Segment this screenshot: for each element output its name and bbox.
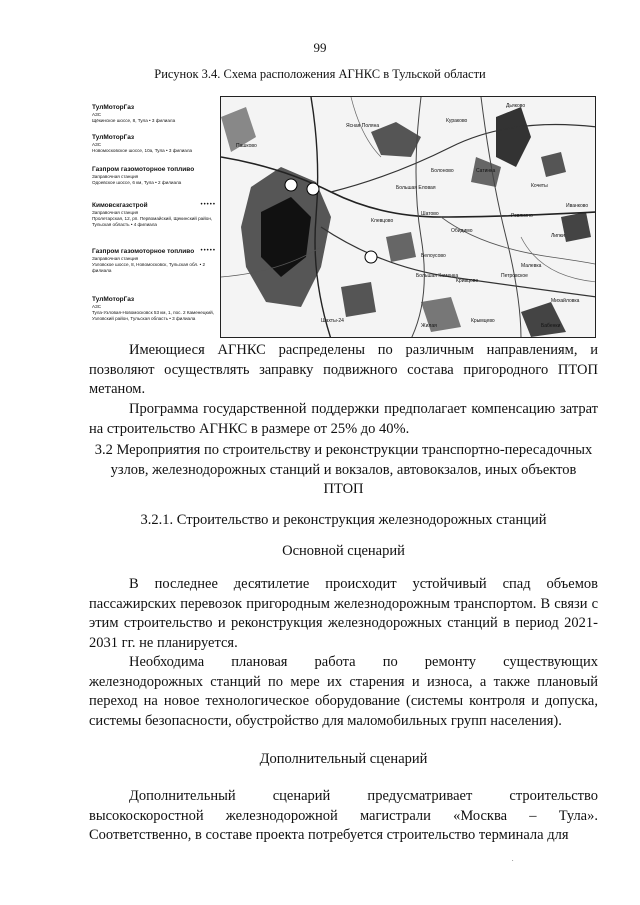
legend-entry: [92, 134, 220, 154]
map-legend: [92, 96, 220, 338]
legend-company: Газпром газомоторное топливо: [92, 166, 195, 173]
map-label: Кураково: [446, 118, 468, 124]
map-label: Липки: [551, 233, 565, 239]
legend-entry: [92, 296, 220, 322]
legend-type: АЗС: [92, 304, 102, 309]
legend-entry: [92, 202, 220, 228]
map-label: Шахты-24: [321, 318, 344, 324]
legend-entry: [92, 166, 220, 186]
map: [220, 96, 596, 338]
paragraph: Имеющиеся АГНКС распределены по различным направлениям, и позволяют осуществлять заправку подвижного состава пригородного ПТОП метаном.: [89, 342, 598, 397]
rating-dots: •••••: [200, 248, 216, 254]
map-label: Жилая: [421, 323, 437, 329]
map-label: Петровское: [501, 273, 528, 279]
legend-address: Одоевское шоссе, 6 км, Тула • 2 филиала: [92, 180, 182, 185]
legend-entry: [92, 248, 220, 274]
map-label: Большая Еловая: [396, 185, 436, 191]
legend-type: Заправочная станция: [92, 174, 139, 179]
scenario-heading: Основной сценарий: [282, 543, 405, 559]
map-label: Бабенки: [541, 323, 561, 329]
legend-address: Пролетарская, 12, рп. Первомайский, Щекинский район, Тульская область • 4 филиала: [92, 216, 213, 227]
map-label: Кочеты: [531, 183, 548, 189]
map-label: Клевцово: [371, 218, 394, 224]
map-label: Малевка: [521, 263, 542, 269]
map-label: Пашково: [236, 143, 257, 149]
map-label: Дьяково: [506, 103, 526, 109]
map-label: Кривцово: [456, 278, 479, 284]
legend-address: Щёкинское шоссе, 8, Тула • 3 филиала: [92, 118, 176, 123]
legend-type: Заправочная станция: [92, 256, 139, 261]
paragraph: Необходима плановая работа по ремонту существующих железнодорожных станций по мере их старения и износа, а также плановый переход на новое технологическое оборудование (системы контроля и допуска, системы безопасности, обустройство для маломобильных групп населения).: [89, 654, 598, 729]
legend-address: Новомосковское шоссе, 10а, Тула • 3 филиала: [92, 148, 193, 153]
legend-company: Газпром газомоторное топливо: [92, 248, 195, 255]
map-label: Большая Каменка: [416, 273, 459, 279]
map-label: Ясная Поляна: [346, 123, 380, 129]
scenario-heading: Дополнительный сценарий: [259, 751, 428, 767]
map-label: Крымцево: [471, 318, 495, 324]
map-label: Болоново: [431, 168, 454, 174]
subsection-heading: 3.2.1. Строительство и реконструкция железнодорожных станций: [140, 512, 547, 528]
paragraph: Программа государственной поддержки предполагает компенсацию затрат на строительство АГНКС в размере от 25% до 40%.: [89, 401, 598, 437]
legend-type: Заправочная станция: [92, 210, 139, 215]
legend-address: Узловское шоссе, 8, Новомосковск, Тульская обл. • 2 филиала: [92, 262, 206, 273]
map-label: Михайловка: [551, 298, 580, 304]
legend-address: Тула-Узловая-Новомосковск 53 км, 1, пос. 2 Каменецкий, Узловский район, Тульская область • 3 филиала: [92, 310, 214, 321]
page-number: 99: [313, 40, 327, 55]
legend-company: Кимовскгазстрой: [92, 202, 148, 209]
map-label: Белоусово: [421, 253, 446, 259]
legend-company: ТулМоторГаз: [92, 104, 135, 111]
paragraph: Дополнительный сценарий предусматривает строительство высокоскоростной железнодорожной магистрали «Москва – Тула». Соответственно, в составе проекта потребуется строительство терминала для: [89, 788, 598, 843]
map-label: Обидимо: [451, 228, 473, 234]
legend-type: АЗС: [92, 112, 102, 117]
figure: [92, 96, 596, 338]
legend-type: АЗС: [92, 142, 102, 147]
page-mark: .: [512, 857, 514, 863]
map-label: Сатинка: [476, 168, 496, 174]
legend-entry: [92, 104, 220, 124]
figure-caption: Рисунок 3.4. Схема расположения АГНКС в Тульской области: [154, 67, 486, 81]
map-label: Иванково: [566, 203, 589, 209]
rating-dots: •••••: [200, 202, 216, 208]
map-label: Ревякино: [511, 213, 533, 219]
paragraph: В последнее десятилетие происходит устойчивый спад объемов пассажирских перевозок пригородным железнодорожным транспортом. В связи с этим строительство и реконструкция железнодорожных станций в период 2021-2031 гг. не планируется.: [89, 576, 598, 651]
map-graphic: [221, 97, 596, 338]
section-heading: 3.2 Мероприятия по строительству и реконструкции транспортно-пересадочных узлов, железнодорожных станций и вокзалов, автовокзалов, иных объектов ПТОП: [94, 442, 593, 497]
legend-company: ТулМоторГаз: [92, 296, 135, 303]
legend-company: ТулМоторГаз: [92, 134, 135, 141]
map-label: Шатово: [421, 211, 439, 217]
